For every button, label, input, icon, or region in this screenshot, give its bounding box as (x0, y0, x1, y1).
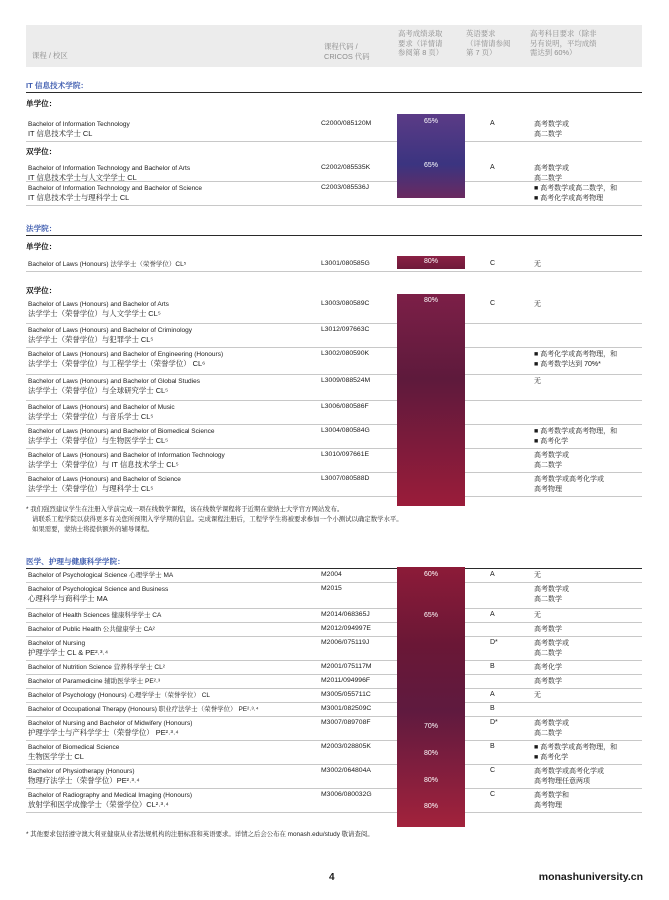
subject-requirements (534, 791, 644, 811)
group-label: 双学位： (26, 147, 57, 156)
course-name-en: Bachelor of Health Sciences 健康科学学士 CA (28, 612, 162, 619)
english-requirement: C (490, 260, 496, 267)
table-row (26, 118, 642, 142)
course-code: C2000/085120M (321, 120, 372, 127)
group-label: 双学位： (26, 286, 57, 295)
course-name-en: Bachelor of Information Technology and Bachelor of Arts (28, 165, 191, 172)
course-name (28, 663, 320, 672)
subject-line: 高考数学或 (534, 720, 569, 727)
header-subjects: 高考科目要求（除非 另有说明，平均成绩 需达到 60%） (530, 29, 597, 57)
table-row (26, 661, 642, 675)
header-atar: 高考成绩录取 要求（详情请 参阅第 8 页） (398, 29, 444, 57)
subject-line: 无 (534, 692, 541, 699)
course-name-en: Bachelor of Nursing and Bachelor of Midwifery (Honours) (28, 720, 193, 727)
subject-requirements (534, 663, 644, 673)
course-code: M2003/028805K (321, 743, 371, 750)
english-requirement: D* (490, 639, 498, 646)
course-name-en: Bachelor of Laws (Honours) and Bachelor of Global Studies (28, 378, 200, 385)
course-name-en: Bachelor of Laws (Honours) and Bachelor of Science (28, 476, 181, 483)
course-name (28, 691, 320, 700)
subject-requirements (534, 300, 644, 310)
subject-line: 高考数学或 (534, 452, 569, 459)
course-name (28, 120, 320, 138)
footnote-law: * 我们强烈建议学生在注册入学前完成一项在线数学课程，该在线数学课程将于近期在蒙纳士大学官方网站发布。 (26, 506, 344, 513)
table-row (26, 789, 642, 813)
subject-line: 高考数学 (534, 678, 562, 685)
subject-requirements (534, 350, 644, 370)
subject-line: ■ 高考化学或高考物理 (534, 195, 604, 202)
table-row (26, 324, 642, 348)
course-name-en: Bachelor of Laws (Honours) and Bachelor of Criminology (28, 327, 193, 334)
course-name (28, 639, 320, 657)
table-row (26, 741, 642, 765)
table-row (26, 569, 642, 583)
subject-line: 高考数学或 (534, 165, 569, 172)
course-name-zh: 放射学和医学成像学士（荣誉学位）CL²˒³˒⁴ (28, 800, 169, 809)
course-name-zh: IT 信息技术学士与人文学学士 CL (28, 173, 137, 182)
subject-line: 高考物理 (534, 802, 562, 809)
subject-line: ■ 高考化学 (534, 754, 569, 761)
course-code: L3004/080584G (321, 427, 370, 434)
subject-requirements (534, 639, 644, 659)
subject-requirements (534, 475, 644, 495)
english-requirement: C (490, 767, 496, 774)
course-code: C2003/085536J (321, 184, 369, 191)
section-title: 医学、护理与健康科学学院： (26, 557, 125, 566)
course-name (28, 184, 320, 202)
subject-requirements (534, 260, 644, 270)
table-row (26, 717, 642, 741)
course-name-zh: 法学学士（荣誉学位）与全球研究学士 CL⁵ (28, 386, 169, 395)
header-english: 英语要求 （详情请参阅 第 7 页） (466, 29, 511, 57)
subject-line: 高二数学 (534, 175, 562, 182)
subject-line: 高二数学 (534, 650, 562, 657)
course-name (28, 164, 320, 182)
english-requirement: A (490, 120, 495, 127)
subject-line: ■ 高考数学或高考物理，和 (534, 428, 618, 435)
course-name-zh: 法学学士（荣誉学位）与人文学学士 CL⁵ (28, 309, 161, 318)
subject-line: 高二数学 (534, 596, 562, 603)
course-code: M3005/055711C (321, 691, 371, 698)
subject-line: ■ 高考数学或高考物理，和 (534, 744, 618, 751)
atar-value: 70% (423, 723, 438, 730)
subject-line: 高考数学和 (534, 792, 569, 799)
table-row (26, 473, 642, 497)
course-code: M2006/075119J (321, 639, 370, 646)
table-row (26, 348, 642, 375)
course-code: L3006/080586F (321, 403, 369, 410)
course-name-zh: 法学学士（荣誉学位）与犯罪学士 CL⁵ (28, 335, 154, 344)
subject-requirements (534, 677, 644, 687)
course-code: M3001/082509C (321, 705, 372, 712)
atar-value: 65% (423, 162, 438, 169)
table-header (26, 25, 642, 67)
course-name (28, 585, 320, 603)
course-code: M2004 (321, 571, 342, 578)
website: monashuniversity.cn (538, 871, 643, 883)
subject-line: 高二数学 (534, 730, 562, 737)
course-name-en: Bachelor of Physiotherapy (Honours) (28, 768, 135, 775)
table-row (26, 258, 642, 272)
english-requirement: A (490, 164, 495, 171)
course-name-zh: IT 信息技术学士与理科学士 CL (28, 193, 130, 202)
course-name-en: Bachelor of Nutrition Science 营养科学学士 CL² (28, 664, 165, 671)
subject-requirements (534, 625, 644, 635)
english-requirement: D* (490, 719, 498, 726)
course-name-zh: 法学学士（荣誉学位）与生物医学学士 CL⁵ (28, 436, 169, 445)
course-name-zh: 法学学士（荣誉学位）与音乐学士 CL⁵ (28, 412, 154, 421)
course-name (28, 260, 320, 269)
footnote-health: * 其他要求包括遵守澳大利亚健康从业者法规机构的注册标准和英语要求。详情之后会公布在 monash.edu/study 敬请查阅。 (26, 831, 374, 838)
table-row (26, 401, 642, 425)
header-course: 课程 / 校区 (32, 51, 68, 60)
table-row (26, 298, 642, 324)
course-code: M3002/064804A (321, 767, 371, 774)
atar-value: 80% (423, 297, 438, 304)
course-code: M3006/080032G (321, 791, 372, 798)
atar-value: 60% (423, 571, 438, 578)
subject-line: 高二数学 (534, 131, 562, 138)
section-title: 法学院： (26, 224, 57, 233)
table-row (26, 637, 642, 661)
course-name-en: Bachelor of Occupational Therapy (Honours) 职业疗法学士（荣誉学位） PE²˒³˒⁴ (28, 706, 259, 713)
table-row (26, 609, 642, 623)
course-code: M2011/094996F (321, 677, 370, 684)
group-label: 单学位： (26, 242, 57, 251)
subject-requirements (534, 719, 644, 739)
course-name-en: Bachelor of Laws (Honours) 法学学士（荣誉学位）CL⁵ (28, 261, 187, 268)
course-name-en: Bachelor of Biomedical Science (28, 744, 120, 751)
course-name-zh: 法学学士（荣誉学位）与 IT 信息技术学士 CL⁵ (28, 460, 179, 469)
subject-line: 无 (534, 261, 541, 268)
subject-requirements (534, 571, 644, 581)
course-name (28, 427, 320, 445)
subject-line: ■ 高考化学或高考物理，和 (534, 351, 618, 358)
course-name-en: Bachelor of Laws (Honours) and Bachelor of Information Technology (28, 452, 225, 459)
footnote-law: 请联系工程学院以获得更多有关您所预期入学学期的信息。完成课程注册后，工程学学生将被要求参加一个小测试以确定数学水平。 (32, 516, 403, 523)
section-title: IT 信息技术学院： (26, 81, 89, 90)
section-divider (26, 235, 642, 236)
atar-value: 65% (423, 118, 438, 125)
table-row (26, 449, 642, 473)
course-name (28, 625, 320, 634)
table-row (26, 162, 642, 182)
english-requirement: A (490, 571, 495, 578)
subject-line: 高考化学 (534, 664, 562, 671)
table-row (26, 182, 642, 206)
subject-line: 无 (534, 378, 541, 385)
course-code: M2015 (321, 585, 342, 592)
atar-value: 65% (423, 612, 438, 619)
atar-band (397, 114, 465, 198)
course-name-en: Bachelor of Psychology (Honours) 心理学学士（荣誉学位） CL (28, 692, 211, 699)
course-name-zh: 护理学学士与产科学学士（荣誉学位） PE²˒³˒⁴ (28, 728, 179, 737)
subject-requirements (534, 743, 644, 763)
english-requirement: A (490, 611, 495, 618)
group-label: 单学位： (26, 99, 57, 108)
subject-line: ■ 高考数学或高二数学，和 (534, 185, 618, 192)
subject-line: 高考物理任意两项 (534, 778, 590, 785)
course-code: L3007/080588D (321, 475, 370, 482)
course-code: M2012/094997E (321, 625, 371, 632)
course-name (28, 451, 320, 469)
english-requirement: B (490, 743, 495, 750)
english-requirement: C (490, 791, 496, 798)
subject-requirements (534, 120, 644, 140)
english-requirement: C (490, 300, 496, 307)
course-name (28, 791, 320, 809)
course-name-en: Bachelor of Paramedicine 辅助医学学士 PE²˒³ (28, 678, 161, 685)
section-divider (26, 92, 642, 93)
course-name (28, 719, 320, 737)
subject-requirements (534, 184, 644, 204)
table-row (26, 675, 642, 689)
course-name-en: Bachelor of Psychological Science 心理学学士 MA (28, 572, 174, 579)
course-name-en: Bachelor of Laws (Honours) and Bachelor of Arts (28, 301, 169, 308)
subject-line: 无 (534, 612, 541, 619)
course-name (28, 403, 320, 421)
course-name (28, 350, 320, 368)
subject-requirements (534, 611, 644, 621)
table-row (26, 703, 642, 717)
course-name-zh: 法学学士（荣誉学位）与工程学学士（荣誉学位） CL⁶ (28, 359, 206, 368)
subject-requirements (534, 585, 644, 605)
course-name-zh: 护理学学士 CL & PE²˒³˒⁴ (28, 648, 109, 657)
course-name (28, 300, 320, 318)
course-code: L3002/080590K (321, 350, 370, 357)
atar-band (397, 294, 465, 506)
course-name (28, 611, 320, 620)
english-requirement: A (490, 691, 495, 698)
subject-requirements (534, 691, 644, 701)
subject-line: 高二数学 (534, 462, 562, 469)
course-code: L3003/080589C (321, 300, 370, 307)
english-requirement: B (490, 663, 495, 670)
course-name (28, 767, 320, 785)
course-code: M3007/089708F (321, 719, 371, 726)
subject-requirements (534, 377, 644, 387)
course-name-en: Bachelor of Psychological Science and Business (28, 586, 169, 593)
course-name (28, 377, 320, 395)
course-name-zh: 物理疗法学士（荣誉学位）PE²˒³˒⁴ (28, 776, 140, 785)
subject-line: 无 (534, 301, 541, 308)
course-code: L3010/097661E (321, 451, 370, 458)
table-row (26, 425, 642, 449)
course-name (28, 326, 320, 344)
atar-value: 80% (423, 750, 438, 757)
subject-line: 高考数学或 (534, 121, 569, 128)
atar-value: 80% (423, 258, 438, 265)
course-name (28, 705, 320, 714)
subject-line: 高考数学 (534, 626, 562, 633)
subject-line: 高考数学或 (534, 640, 569, 647)
course-code: L3012/097663C (321, 326, 370, 333)
subject-line: 高考物理 (534, 486, 562, 493)
table-row (26, 623, 642, 637)
subject-line: 高考数学或 (534, 586, 569, 593)
course-name (28, 475, 320, 493)
course-name (28, 571, 320, 580)
table-row (26, 765, 642, 789)
course-name-en: Bachelor of Radiography and Medical Imaging (Honours) (28, 792, 193, 799)
atar-value: 80% (423, 803, 438, 810)
atar-band (397, 567, 465, 827)
subject-line: ■ 高考化学 (534, 438, 569, 445)
course-name-en: Bachelor of Laws (Honours) and Bachelor of Biomedical Science (28, 428, 215, 435)
course-code: L3009/088524M (321, 377, 371, 384)
english-requirement: B (490, 705, 495, 712)
course-name-en: Bachelor of Laws (Honours) and Bachelor of Music (28, 404, 175, 411)
subject-line: 高考数学或高考化学或 (534, 768, 604, 775)
subject-line: ■ 高考数学达到 70%* (534, 361, 601, 368)
subject-requirements (534, 451, 644, 471)
header-code: 课程代码 / CRICOS 代码 (324, 42, 370, 61)
table-row (26, 583, 642, 609)
course-name-zh: 生物医学学士 CL (28, 752, 84, 761)
footnote-law: 如果需要，蒙纳士将提供额外的辅导课程。 (32, 526, 154, 533)
course-name-zh: 法学学士（荣誉学位）与理科学士 CL⁵ (28, 484, 154, 493)
course-name-en: Bachelor of Public Health 公共健康学士 CA² (28, 626, 155, 633)
course-name-en: Bachelor of Information Technology (28, 121, 130, 128)
subject-line: 无 (534, 572, 541, 579)
subject-requirements (534, 767, 644, 787)
subject-requirements (534, 164, 644, 184)
atar-value: 80% (423, 777, 438, 784)
subject-requirements (534, 427, 644, 447)
course-name-en: Bachelor of Laws (Honours) and Bachelor of Engineering (Honours) (28, 351, 224, 358)
course-code: L3001/080585G (321, 260, 370, 267)
course-name-en: Bachelor of Information Technology and Bachelor of Science (28, 185, 203, 192)
page-number: 4 (329, 872, 335, 883)
course-name-zh: 心理科学与商科学士 MA (28, 594, 108, 603)
course-name-zh: IT 信息技术学士 CL (28, 129, 93, 138)
course-name (28, 743, 320, 761)
course-code: C2002/085535K (321, 164, 371, 171)
subject-line: 高考数学或高考化学或 (534, 476, 604, 483)
course-name (28, 677, 320, 686)
course-code: M2014/068365J (321, 611, 370, 618)
course-code: M2001/075117M (321, 663, 372, 670)
table-row (26, 375, 642, 401)
course-name-en: Bachelor of Nursing (28, 640, 86, 647)
table-row (26, 689, 642, 703)
